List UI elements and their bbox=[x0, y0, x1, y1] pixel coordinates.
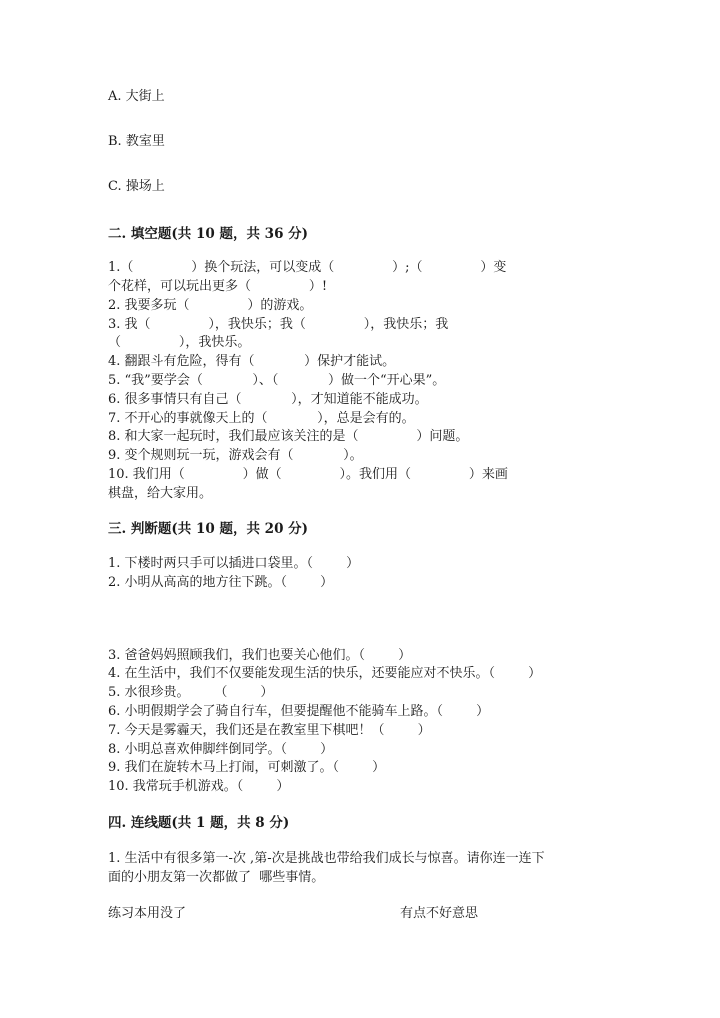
fill-line-5: （ ），我快乐。 bbox=[108, 335, 251, 350]
judge-line-6: 6. 小明假期学会了骑自行车，但要提醒他不能骑车上路。（ ） bbox=[108, 704, 490, 719]
link-question-line-2: 面的小朋友第一次都做了 哪些事情。 bbox=[108, 870, 325, 885]
link-right-item: 有点不好意思 bbox=[400, 906, 479, 921]
fill-line-13: 棋盘，给大家用。 bbox=[108, 486, 213, 501]
option-c: C. 操场上 bbox=[108, 179, 165, 194]
fill-line-4: 3. 我（ ），我快乐；我（ ），我快乐；我 bbox=[108, 317, 449, 332]
judge-line-4: 4. 在生活中，我们不仅要能发现生活的快乐，还要能应对不快乐。（ ） bbox=[108, 666, 542, 681]
fill-line-6: 4. 翻跟斗有危险，得有（ ）保护才能试。 bbox=[108, 354, 396, 369]
judge-line-5: 5. 水很珍贵。 （ ） bbox=[108, 685, 274, 700]
judge-line-10: 10. 我常玩手机游戏。（ ） bbox=[108, 779, 290, 794]
fill-line-3: 2. 我要多玩（ ）的游戏。 bbox=[108, 298, 313, 313]
judge-line-8: 8. 小明总喜欢伸脚绊倒同学。（ ） bbox=[108, 742, 334, 757]
option-a: A. 大街上 bbox=[108, 89, 165, 104]
judge-section-heading: 三. 判断题(共 10 题，共 20 分) bbox=[108, 521, 309, 537]
judge-line-3: 3. 爸爸妈妈照顾我们，我们也要关心他们。（ ） bbox=[108, 648, 412, 663]
fill-line-1: 1.（ ）换个玩法，可以变成（ ）;（ ）变 bbox=[108, 260, 507, 275]
fill-line-7: 5. “我”要学会（ ）、（ ）做一个“开心果”。 bbox=[108, 373, 446, 388]
fill-line-2: 个花样，可以玩出更多（ ）! bbox=[108, 279, 328, 294]
option-b: B. 教室里 bbox=[108, 134, 165, 149]
link-question-line-1: 1. 生活中有很多第一-次 ,第-次是挑战也带给我们成长与惊喜。请你连一连下 bbox=[108, 851, 545, 866]
link-left-item: 练习本用没了 bbox=[108, 906, 187, 921]
judge-line-7: 7. 今天是雾霾天，我们还是在教室里下棋吧！（ ） bbox=[108, 723, 431, 738]
fill-line-11: 9. 变个规则玩一玩，游戏会有（ ）。 bbox=[108, 448, 363, 463]
judge-line-1: 1. 下楼时两只手可以插进口袋里。（ ） bbox=[108, 556, 360, 571]
link-section-heading: 四. 连线题(共 1 题，共 8 分) bbox=[108, 815, 290, 831]
fill-line-10: 8. 和大家一起玩时，我们最应该关注的是（ ）问题。 bbox=[108, 429, 469, 444]
judge-line-9: 9. 我们在旋转木马上打闹，可刺激了。（ ） bbox=[108, 760, 386, 775]
fill-line-8: 6. 很多事情只有自己（ ），才知道能不能成功。 bbox=[108, 392, 428, 407]
fill-line-12: 10. 我们用（ ）做（ ）。我们用（ ）来画 bbox=[108, 467, 508, 482]
fill-line-9: 7. 不开心的事就像天上的（ ），总是会有的。 bbox=[108, 411, 415, 426]
fill-section-heading: 二. 填空题(共 10 题，共 36 分) bbox=[108, 226, 309, 242]
judge-line-2: 2. 小明从高高的地方往下跳。（ ） bbox=[108, 575, 334, 590]
